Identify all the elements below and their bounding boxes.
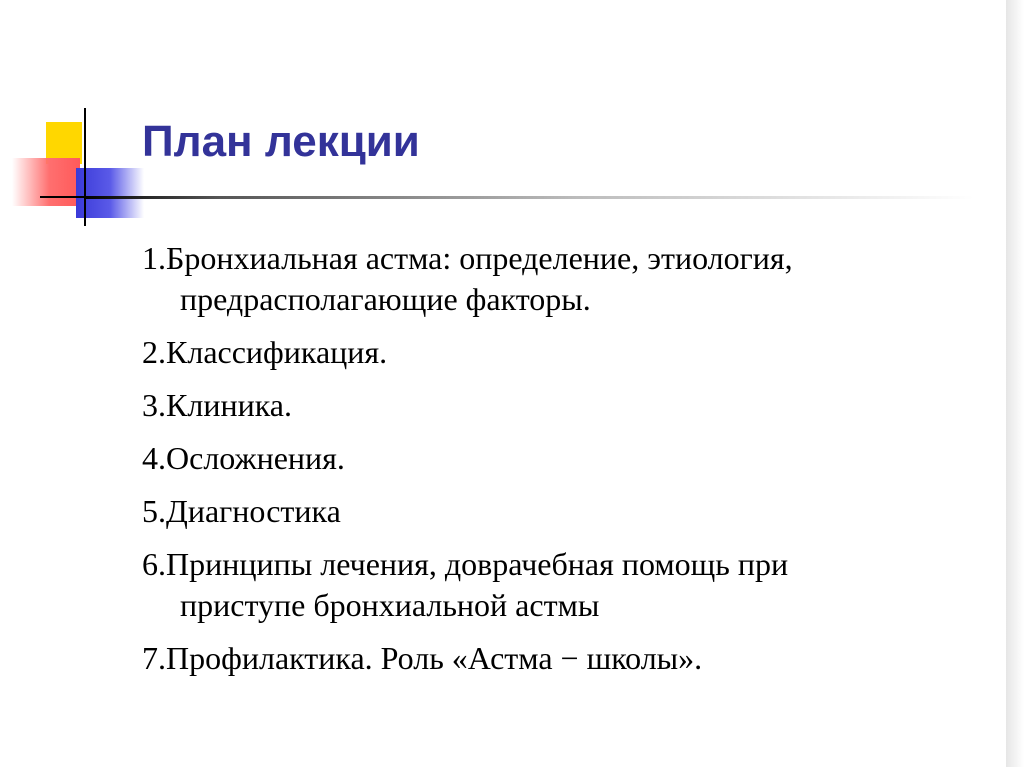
list-item	[142, 238, 992, 320]
list-item	[142, 438, 992, 479]
list-item	[142, 491, 992, 532]
slide-edge-shadow	[1006, 0, 1024, 767]
lecture-plan-list	[142, 238, 992, 691]
list-item-line: 5.Диагностика	[142, 493, 341, 529]
title-underline	[84, 196, 974, 199]
slide-title: План лекции	[142, 117, 420, 166]
list-item-line: 6.Принципы лечения, доврачебная помощь при	[142, 546, 789, 582]
deco-blue-gradient	[76, 168, 144, 218]
list-item	[142, 385, 992, 426]
list-item	[142, 332, 992, 373]
list-item	[142, 544, 992, 626]
list-item-line: 1.Бронхиальная астма: определение, этиология,	[142, 240, 793, 276]
deco-vertical-line	[84, 108, 86, 226]
list-item	[142, 638, 992, 679]
list-item-line: 7.Профилактика. Роль «Астма − школы».	[142, 640, 703, 676]
list-item-line: 3.Клиника.	[142, 387, 292, 423]
decorative-logo	[0, 0, 160, 240]
deco-red-gradient	[12, 158, 80, 206]
list-item-line: 4.Осложнения.	[142, 440, 345, 476]
list-item-line: 2.Классификация.	[142, 334, 388, 370]
list-item-line: приступе бронхиальной астмы	[180, 587, 600, 623]
list-item-line: предрасполагающие факторы.	[180, 281, 591, 317]
